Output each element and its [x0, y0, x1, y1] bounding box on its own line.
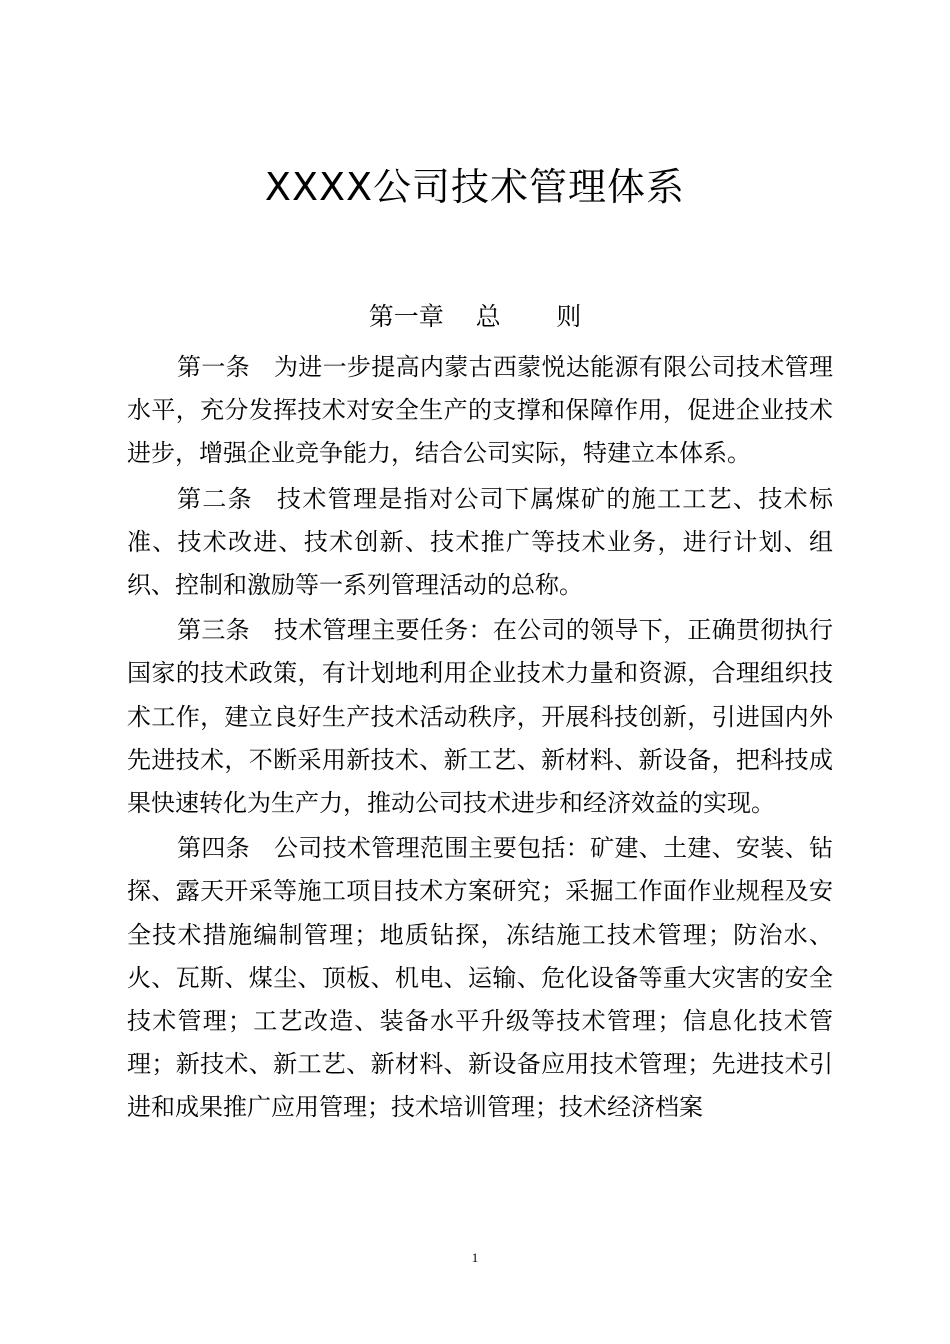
chapter-title: 第一章 总 则 [368, 302, 582, 331]
article-number: 第一条 [177, 353, 250, 381]
article-4 [127, 827, 833, 1129]
article-1 [127, 346, 833, 476]
article-text: 技术管理主要任务：在公司的领导下，正确贯彻执行国家的技术政策，有计划地利用企业技术力量和资源，合理组织技术工作，建立良好生产技术活动秩序，开展科技创新，引进国内外先进技术，不断采用新技术、新工艺、新材料、新设备，把科技成果快速转化为生产力，推动公司技术进步和经济效益的实现。 [127, 616, 834, 818]
article-number: 第四条 [177, 834, 250, 863]
article-number: 第三条 [177, 616, 250, 645]
document-title: XXXX公司技术管理体系 [264, 165, 686, 209]
article-2 [127, 478, 833, 608]
article-number: 第二条 [177, 484, 253, 513]
article-3 [127, 609, 833, 825]
page-number: 1 [471, 1250, 479, 1265]
article-text: 公司技术管理范围主要包括：矿建、土建、安装、钻探、露天开采等施工项目技术方案研究；采掘工作面作业规程及安全技术措施编制管理；地质钻探，冻结施工技术管理；防治水、火、瓦斯、煤尘、顶板、机电、运输、危化设备等重大灾害的安全技术管理；工艺改造、装备水平升级等技术管理；信息化技术管理；新技术、新工艺、新材料、新设备应用技术管理；先进技术引进和成果推广应用管理；技术培训管理；技术经济档案 [127, 834, 834, 1122]
article-text: 技术管理是指对公司下属煤矿的施工工艺、技术标准、技术改进、技术创新、技术推广等技术业务，进行计划、组织、控制和激励等一系列管理活动的总称。 [127, 484, 833, 600]
document-body [127, 346, 833, 1132]
article-text: 为进一步提高内蒙古西蒙悦达能源有限公司技术管理水平，充分发挥技术对安全生产的支撑和保障作用，促进企业技术进步，增强企业竞争能力，结合公司实际，特建立本体系。 [127, 353, 834, 468]
